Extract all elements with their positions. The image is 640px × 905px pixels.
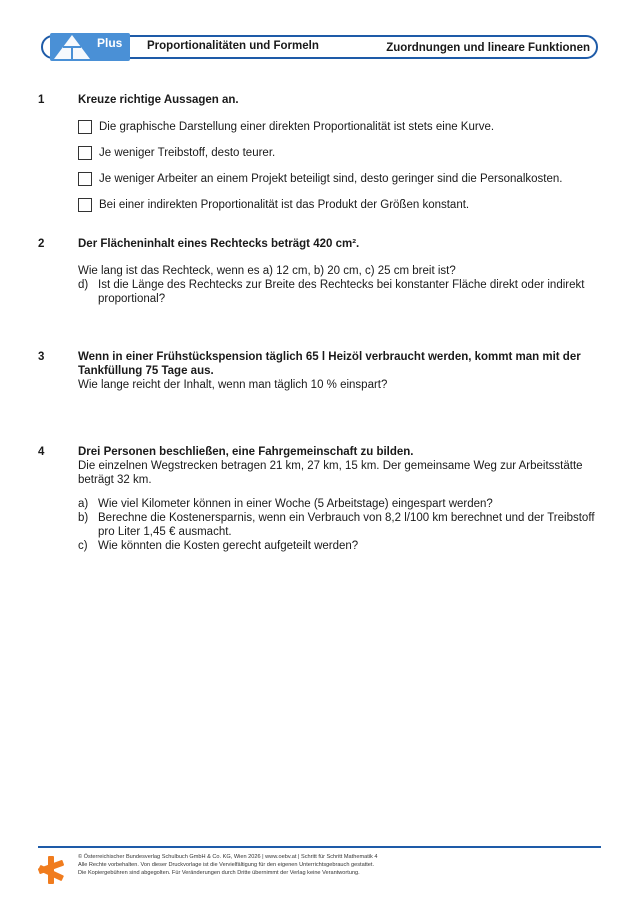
subtask-text: Ist die Länge des Rechtecks zur Breite des Rechtecks bei konstanter Fläche direkt oder indirekt proportional? <box>98 279 585 305</box>
publisher-logo-icon <box>38 856 64 889</box>
subtask-label: a) <box>78 498 89 510</box>
task-number: 4 <box>38 446 45 458</box>
option-label: Die graphische Darstellung einer direkten Proportionalität ist stets eine Kurve. <box>99 121 495 133</box>
task-title: Kreuze richtige Aussagen an. <box>78 94 239 106</box>
option-row <box>78 146 598 160</box>
option-checkbox[interactable] <box>78 198 92 212</box>
option-label: Je weniger Arbeiter an einem Projekt beteiligt sind, desto geringer sind die Personalkosten. <box>99 173 563 185</box>
option-label: Bei einer indirekten Proportionalität ist das Produkt der Größen konstant. <box>99 199 470 211</box>
footer-copyright: © Österreichischer Bundesverlag Schulbuch GmbH & Co. KG, Wien 2026 | www.oebv.at | Schritt für Schritt Mathematik 4 <box>78 854 378 860</box>
subtask-label: d) <box>78 279 89 291</box>
footer-disclaimer: Die Kopiergebühren sind abgegolten. Für Veränderungen durch Dritte übernimmt der Verlag keine Verantwortung. <box>78 870 360 876</box>
topic-title: Zuordnungen und lineare Funktionen <box>386 42 590 54</box>
plus-logo <box>50 33 130 61</box>
task-number: 2 <box>38 238 45 250</box>
subtask <box>78 497 598 511</box>
task-title: Wenn in einer Frühstückspension täglich 65 l Heizöl verbraucht werden, kommt man mit der Tankfüllung 75 Tage aus. <box>78 351 581 377</box>
subtask <box>78 511 598 539</box>
task-number: 3 <box>38 351 45 363</box>
task-question: Wie lange reicht der Inhalt, wenn man täglich 10 % einspart? <box>78 379 388 391</box>
subtask <box>78 278 598 306</box>
option-label: Je weniger Treibstoff, desto teurer. <box>99 147 276 159</box>
subtask-label: c) <box>78 540 88 552</box>
subtask-text: Wie viel Kilometer können in einer Woche (5 Arbeitstage) eingespart werden? <box>98 498 493 510</box>
footer-text <box>78 853 598 877</box>
chapter-title: Proportionalitäten und Formeln <box>147 40 319 52</box>
option-checkbox[interactable] <box>78 172 92 186</box>
option-checkbox[interactable] <box>78 120 92 134</box>
subtask-label: b) <box>78 512 89 524</box>
subtask-text: Berechne die Kostenersparnis, wenn ein Verbrauch von 8,2 l/100 km berechnet und der Treibstoff pro Liter 1,45 € ausmacht. <box>98 512 595 538</box>
subtask <box>78 539 598 553</box>
logo-text: Plus <box>97 36 123 50</box>
footer-divider <box>38 846 601 848</box>
option-checkbox[interactable] <box>78 146 92 160</box>
task-number: 1 <box>38 94 45 106</box>
option-row <box>78 198 598 212</box>
subtask-text: Wie könnten die Kosten gerecht aufgeteilt werden? <box>98 540 359 552</box>
task-title: Der Flächeninhalt eines Rechtecks beträgt 420 cm². <box>78 238 360 250</box>
option-row <box>78 172 598 186</box>
footer-rights: Alle Rechte vorbehalten. Von dieser Druckvorlage ist die Vervielfältigung für den eigenen Unterrichtsgebrauch gestattet. <box>78 862 375 868</box>
task-title: Drei Personen beschließen, eine Fahrgemeinschaft zu bilden. <box>78 446 414 458</box>
option-row <box>78 120 598 134</box>
task-intro: Die einzelnen Wegstrecken betragen 21 km, 27 km, 15 km. Der gemeinsame Weg zur Arbeitsstätte beträgt 32 km. <box>78 460 583 486</box>
task-question: Wie lang ist das Rechteck, wenn es a) 12 cm, b) 20 cm, c) 25 cm breit ist? <box>78 265 456 277</box>
